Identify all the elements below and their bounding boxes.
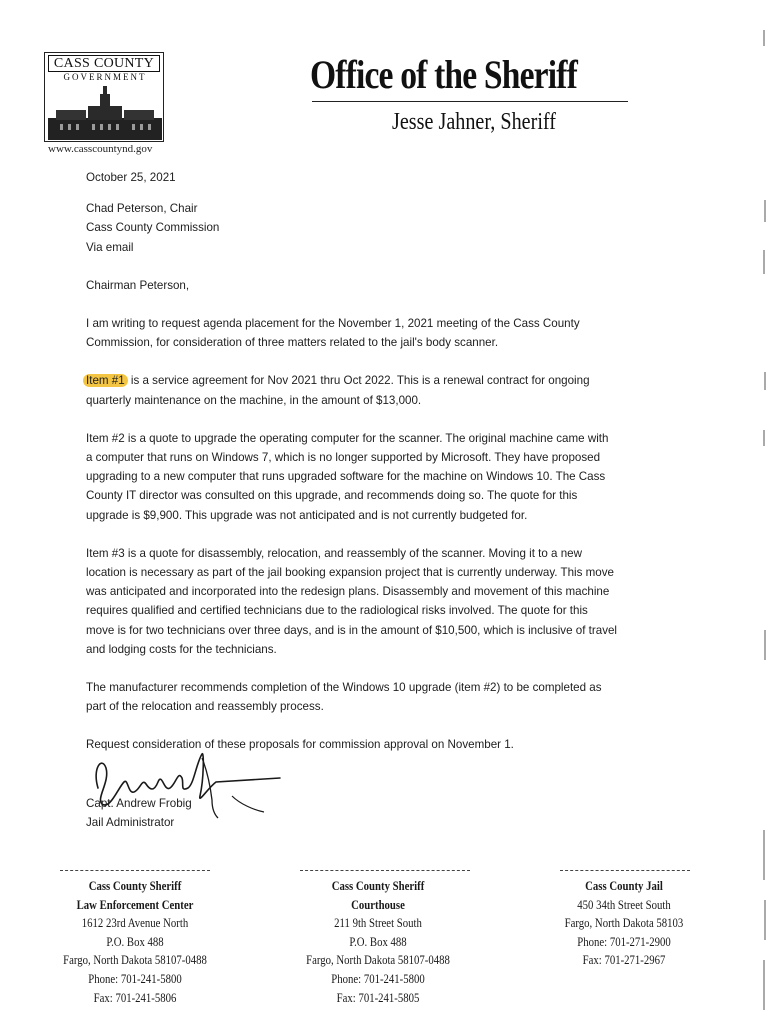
scan-margin-artifacts — [756, 0, 770, 1024]
manufacturer-line: part of the relocation and reassembly process. — [86, 700, 324, 714]
footer-head: Cass County Sheriff — [331, 879, 425, 893]
item3-line: requires qualified and certified technicians due to the radiological risks involved. The quote for this — [86, 604, 588, 618]
courthouse-icon — [48, 84, 162, 140]
signer-name: Capt. Andrew Frobig — [86, 797, 192, 810]
footer-phone: Phone: 701-271-2900 — [577, 934, 671, 949]
letter-date: October 25, 2021 — [86, 171, 176, 184]
footer-address: 1612 23rd Avenue North — [81, 916, 189, 931]
item3-line: location is necessary as part of the jail booking expansion project that is currently underway. This move — [86, 566, 615, 580]
footer-sub: Courthouse — [351, 897, 405, 912]
footer-head: Cass County Sheriff — [88, 879, 182, 893]
salutation: Chairman Peterson, — [86, 278, 190, 292]
footer-fax: Fax: 701-271-2967 — [582, 953, 666, 968]
footer-divider — [560, 870, 690, 871]
recipient-org: Cass County Commission — [86, 221, 220, 235]
item3-line: was anticipated and incorporated into the redesign plans. Disassembly and movement of this machine — [86, 585, 610, 599]
item3-line: Item #3 is a quote for disassembly, relocation, and reassembly of the scanner. Moving it to a new — [86, 546, 582, 560]
item3-line: and lodging costs for the technicians. — [86, 642, 277, 656]
recipient-name: Chad Peterson, Chair — [86, 202, 198, 216]
footer-address-jail — [529, 877, 718, 970]
closing-line: Request consideration of these proposals for commission approval on November 1. — [86, 738, 514, 752]
letter-body — [86, 168, 686, 755]
logo-subtitle: GOVERNMENT — [63, 72, 147, 82]
office-title: Office of the Sheriff — [310, 52, 577, 97]
footer-address: P.O. Box 488 — [349, 934, 407, 949]
footer-address-courthouse — [283, 877, 472, 1007]
footer-city: Fargo, North Dakota 58107-0488 — [306, 953, 450, 968]
footer-phone: Phone: 701-241-5800 — [88, 971, 182, 986]
item1-highlight: Item #1 — [83, 374, 128, 387]
title-underline — [312, 101, 628, 102]
item1-line: quarterly maintenance on the machine, in the amount of $13,000. — [86, 393, 422, 407]
footer-city: Fargo, North Dakota 58107-0488 — [63, 953, 207, 968]
footer-address: 211 9th Street South — [334, 916, 422, 931]
footer-head: Cass County Jail — [585, 879, 663, 893]
item2-line: upgrading to a new computer that runs upgraded software for the machine on Windows 10. The Cass — [86, 470, 606, 484]
delivery-method: Via email — [86, 240, 134, 254]
intro-line: Commission, for consideration of three matters related to the jail's body scanner. — [86, 336, 499, 350]
item2-line: a computer that runs on Windows 7, which is no longer supported by Microsoft. They have proposed — [86, 451, 601, 465]
item3-line: move is for two technicians over three days, and is in the amount of $10,500, which is inclusive of travel — [86, 623, 618, 637]
footer-sub: Law Enforcement Center — [76, 897, 194, 912]
footer-phone: Phone: 701-241-5800 — [331, 971, 425, 986]
footer-address: 450 34th Street South — [577, 897, 671, 912]
footer-address: P.O. Box 488 — [106, 934, 164, 949]
item2-line: County IT director was consulted on this upgrade, and recommends doing so. The quote for this — [86, 489, 578, 503]
item1-line — [86, 371, 686, 390]
sheriff-name: Jesse Jahner, Sheriff — [392, 109, 556, 135]
footer-divider — [60, 870, 210, 871]
footer-city: Fargo, North Dakota 58103 — [564, 916, 684, 931]
signature-block — [86, 794, 386, 832]
footer-fax: Fax: 701-241-5806 — [93, 990, 177, 1005]
logo-title: CASS COUNTY — [48, 55, 160, 72]
item1-text: is a service agreement for Nov 2021 thru Oct 2022. This is a renewal contract for ongoing — [127, 374, 590, 388]
item2-line: upgrade is $9,900. This upgrade was not anticipated and is not currently budgeted for. — [86, 508, 528, 522]
website-url: www.casscountynd.gov — [48, 143, 153, 155]
intro-line: I am writing to request agenda placement for the November 1, 2021 meeting of the Cass County — [86, 317, 580, 331]
footer-divider — [300, 870, 470, 871]
footer-fax: Fax: 701-241-5805 — [336, 990, 420, 1005]
cass-county-logo — [44, 52, 166, 144]
item2-line: Item #2 is a quote to upgrade the operating computer for the scanner. The original machine came with — [86, 431, 609, 445]
manufacturer-line: The manufacturer recommends completion of the Windows 10 upgrade (item #2) to be completed as — [86, 681, 602, 695]
footer-address-lec — [40, 877, 229, 1007]
signer-title: Jail Administrator — [86, 816, 175, 830]
